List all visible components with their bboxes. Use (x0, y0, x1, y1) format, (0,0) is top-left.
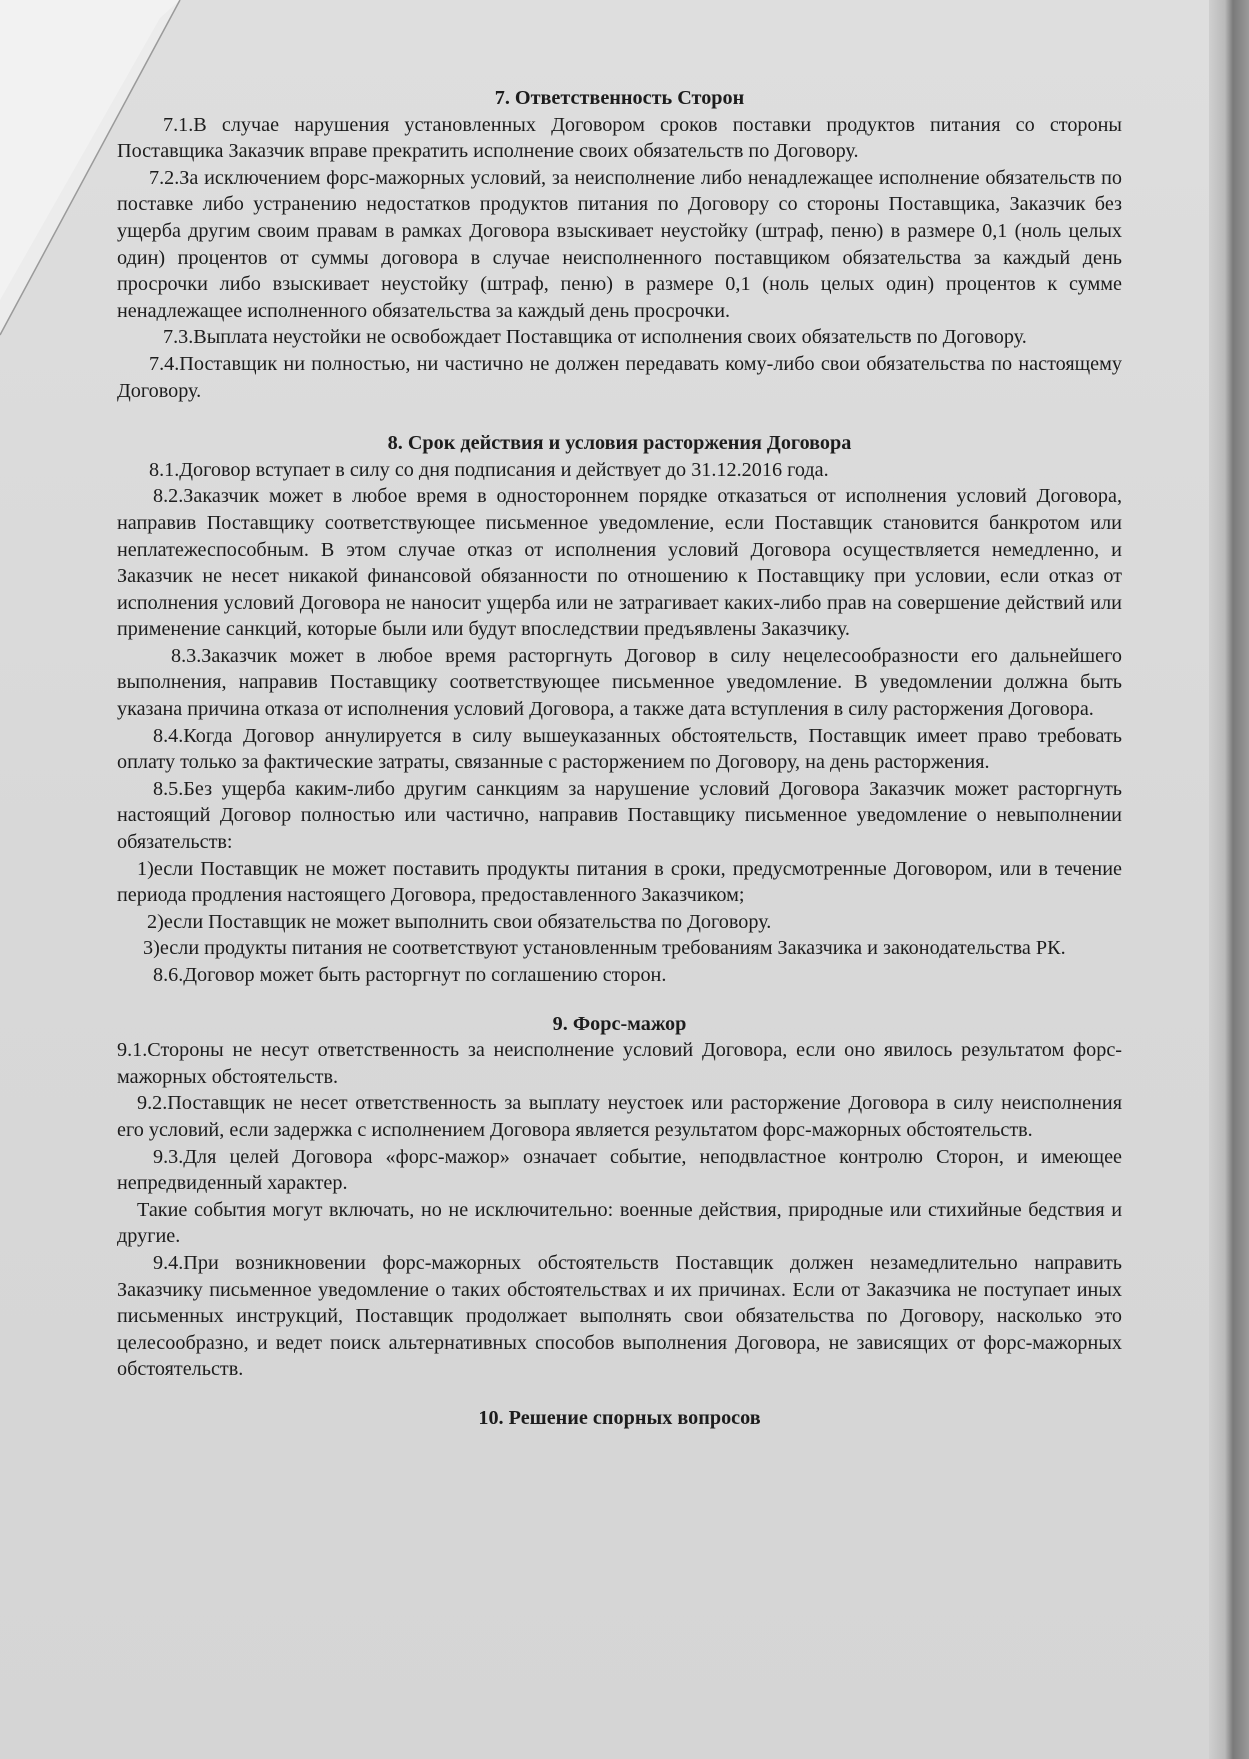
document-body (117, 85, 1122, 1432)
list-item-3: 3)если продукты питания не соответствуют установленным требованиям Заказчика и законодательства РК. (143, 937, 1066, 960)
paragraph-8-1: 8.1.Договор вступает в силу со дня подписания и действует до 31.12.2016 года. (149, 458, 829, 481)
paragraph-9-1: 9.1.Стороны не несут ответственность за неисполнение условий Договора, если оно явилось результатом форс-мажорных обстоятельств. (117, 1039, 1122, 1088)
paragraph-9-2: 9.2.Поставщик не несет ответственность за выплату неустоек или расторжение Договора в силу неисполнения его условий, если задержка с исполнением Договора является результатом форс-мажорных обстоятельств. (117, 1092, 1122, 1141)
section-10-heading: 10. Решение спорных вопросов (478, 1406, 761, 1429)
paragraph-7-2: 7.2.За исключением форс-мажорных условий, за неисполнение либо ненадлежащее исполнение обязательств по поставке либо устранению недостатков продуктов питания по Договору со стороны Поставщика, Заказчик без ущерба другим своим правам в рамках Договора взыскивает неустойку (штраф, пеню) в размере 0,1 (ноль целых один) процентов от суммы договора в случае неисполненного поставщиком обязательства за каждый день просрочки либо взыскивает неустойку (штраф, пеню) в размере 0,1 (ноль целых один) процентов к сумме ненадлежащее исполненного обязательства за каждый день просрочки. (117, 166, 1122, 322)
paragraph-8-5: 8.5.Без ущерба каким-либо другим санкциям за нарушение условий Договора Заказчик может расторгнуть настоящий Договор полностью или частично, направив Поставщику письменное уведомление о невыполнении обязательств: (117, 777, 1122, 854)
scan-edge-shadow (1209, 0, 1249, 1759)
paragraph-7-1: 7.1.В случае нарушения установленных Договором сроков поставки продуктов питания со стороны Поставщика Заказчик вправе прекратить исполнение своих обязательств по Договору. (117, 113, 1122, 163)
paragraph-8-2: 8.2.Заказчик может в любое время в одностороннем порядке отказаться от исполнения условий Договора, направив Поставщику соответствующее письменное уведомление, если Поставщик становится банкротом или неплатежеспособным. В этом случае отказ от исполнения условий Договора осуществляется немедленно, и Заказчик не несет никакой финансовой обязанности по отношению к Поставщику при условии, если отказ от исполнения условий Договора не наносит ущерба или не затрагивает каких-либо прав на совершение действий или применение санкций, которые были или будут впоследствии предъявлены Заказчику. (117, 485, 1122, 641)
paragraph-9-3: 9.3.Для целей Договора «форс-мажор» означает событие, неподвластное контролю Сторон, и имеющее непредвиденный характер. (117, 1145, 1122, 1195)
list-item-1: 1)если Поставщик не может поставить продукты питания в сроки, предусмотренные Договором, или в течение периода продления настоящего Договора, предоставленного Заказчиком; (117, 857, 1122, 907)
section-9-heading: 9. Форс-мажор (552, 1012, 687, 1035)
section-8-heading: 8. Срок действия и условия расторжения Договора (387, 432, 852, 455)
list-item-2: 2)если Поставщик не может выполнить свои обязательства по Договору. (147, 910, 772, 933)
paragraph-7-3: 7.3.Выплата неустойки не освобождает Поставщика от исполнения своих обязательств по Договору. (163, 326, 1027, 349)
paragraph-9-3b: Такие события могут включать, но не исключительно: военные действия, природные или стихийные бедствия и другие. (117, 1198, 1122, 1248)
section-7-heading: 7. Ответственность Сторон (494, 87, 745, 109)
paragraph-7-4: 7.4.Поставщик ни полностью, ни частично не должен передавать кому-либо свои обязательства по настоящему Договору. (117, 352, 1122, 402)
paragraph-8-6: 8.6.Договор может быть расторгнут по соглашению сторон. (153, 964, 667, 986)
paragraph-8-3: 8.3.Заказчик может в любое время расторгнуть Договор в силу нецелесообразности его дальнейшего выполнения, направив Поставщику соответствующее письменное уведомление. В уведомлении должна быть указана причина отказа от исполнения условий Договора, а также дата вступления в силу расторжения Договора. (117, 644, 1122, 721)
paragraph-8-4: 8.4.Когда Договор аннулируется в силу вышеуказанных обстоятельств, Поставщик имеет право требовать оплату только за фактические затраты, связанные с расторжением по Договору, на день расторжения. (117, 724, 1122, 774)
paragraph-9-4: 9.4.При возникновении форс-мажорных обстоятельств Поставщик должен незамедлительно направить Заказчику письменное уведомление о таких обстоятельствах и их причинах. Если от Заказчика не поступает иных письменных инструкций, Поставщик продолжает выполнять свои обязательства по Договору, насколько это целесообразно, и ведет поиск альтернативных способов выполнения Договора, не зависящих от форс-мажорных обстоятельств. (117, 1251, 1122, 1381)
